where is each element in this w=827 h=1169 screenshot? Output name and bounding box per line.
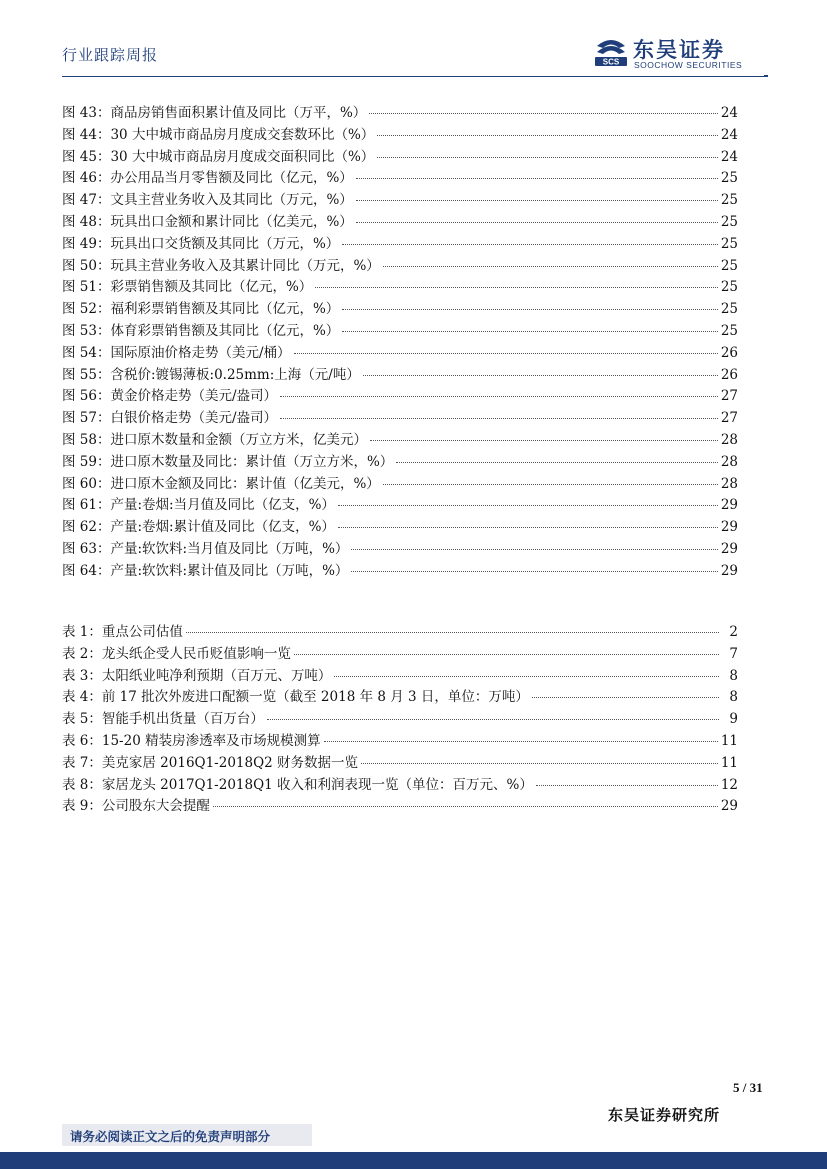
toc-entry-page: 25 [720,235,738,252]
toc-entry-page: 11 [720,754,738,771]
toc-entry-page: 9 [729,711,738,728]
toc-entry-label: 图 47：文具主营业务收入及其同比（万元，%） [62,192,353,209]
figure-list [62,101,738,581]
toc-entry-page: 25 [720,213,738,230]
toc-entry-label: 图 62：产量:卷烟:累计值及同比（亿支，%） [62,519,335,536]
logo-mark-text: SCS [602,57,620,67]
header-divider [62,76,764,77]
toc-entry-page: 26 [720,344,738,361]
toc-entry-page: 29 [720,540,738,557]
toc-entry[interactable] [62,275,738,297]
toc-leader-dots [351,557,717,572]
toc-leader-dots [324,727,718,742]
toc-entry[interactable] [62,297,738,319]
toc-leader-dots [351,535,717,550]
footer-band [0,1152,827,1169]
toc-leader-dots [363,361,718,376]
toc-entry[interactable] [62,341,738,363]
toc-entry-label: 表 8：家居龙头 2017Q1-2018Q1 收入和利润表现一览（单位：百万元、%） [62,776,533,793]
toc-leader-dots [383,252,718,267]
company-logo [593,36,763,74]
toc-entry-label: 图 59：进口原木数量及同比：累计值（万立方米，%） [62,453,394,470]
toc-leader-dots [356,186,718,201]
toc-entry-page: 29 [720,562,738,579]
toc-leader-dots [338,491,718,506]
toc-entry[interactable] [62,493,738,515]
toc-leader-dots [334,662,719,677]
toc-leader-dots [369,99,718,114]
toc-entry-label: 表 4：前 17 批次外废进口配额一览（截至 2018 年 8 月 3 日，单位：万吨） [62,689,529,706]
toc-leader-dots [342,295,718,310]
table-list [62,620,738,816]
toc-entry[interactable] [62,515,738,537]
toc-leader-dots [377,143,718,158]
toc-entry-page: 28 [720,453,738,470]
toc-entry[interactable] [62,751,738,773]
toc-entry[interactable] [62,537,738,559]
toc-entry[interactable] [62,642,738,664]
toc-leader-dots [186,618,719,633]
toc-leader-dots [280,382,718,397]
toc-entry[interactable] [62,166,738,188]
toc-entry[interactable] [62,254,738,276]
toc-entry-label: 图 45：30 大中城市商品房月度成交面积同比（%） [62,148,375,165]
toc-entry-label: 表 7：美克家居 2016Q1-2018Q2 财务数据一览 [62,754,359,771]
toc-entry[interactable] [62,210,738,232]
toc-entry-page: 25 [720,301,738,318]
toc-leader-dots [213,792,718,807]
toc-entry-label: 图 50：玩具主营业务收入及其累计同比（万元，%） [62,257,380,274]
toc-leader-dots [342,230,718,245]
toc-entry-page: 29 [720,798,738,815]
toc-entry-label: 图 46：办公用品当月零售额及同比（亿元，%） [62,170,353,187]
toc-entry[interactable] [62,188,738,210]
toc-entry-page: 2 [729,624,738,640]
toc-entry-page: 8 [729,689,738,706]
toc-entry[interactable] [62,232,738,254]
scs-logo-icon [593,36,629,70]
toc-entry-label: 图 54：国际原油价格走势（美元/桶） [62,344,291,361]
toc-entry-label: 图 61：产量:卷烟:当月值及同比（亿支，%） [62,497,335,514]
toc-entry[interactable] [62,773,738,795]
toc-leader-dots [532,683,719,698]
toc-entry[interactable] [62,472,738,494]
logo-english-name: SOOCHOW SECURITIES [634,60,743,70]
toc-entry[interactable] [62,101,738,123]
toc-entry[interactable] [62,685,738,707]
toc-entry-page: 25 [720,279,738,296]
toc-leader-dots [396,448,718,463]
toc-leader-dots [377,121,718,136]
toc-leader-dots [370,426,718,441]
toc-leader-dots [356,164,718,179]
toc-entry-label: 图 43：商品房销售面积累计值及同比（万平，%） [62,105,367,121]
report-type-title: 行业跟踪周报 [62,46,159,64]
toc-entry-page: 29 [720,497,738,514]
toc-entry[interactable] [62,428,738,450]
toc-entry[interactable] [62,450,738,472]
toc-entry-label: 图 48：玩具出口金额和累计同比（亿美元，%） [62,213,353,230]
toc-entry[interactable] [62,145,738,167]
toc-entry-page: 25 [720,322,738,339]
toc-entry-page: 27 [720,410,738,427]
toc-entry[interactable] [62,319,738,341]
toc-entry[interactable] [62,363,738,385]
header-divider-tick [764,75,768,77]
toc-entry-page: 29 [720,519,738,536]
toc-entry-label: 表 5：智能手机出货量（百万台） [62,711,264,728]
toc-leader-dots [342,317,718,332]
toc-leader-dots [361,749,718,764]
toc-entry-page: 27 [720,388,738,405]
toc-leader-dots [383,470,718,485]
page-number: 5 / 31 [733,1080,763,1095]
toc-entry-page: 8 [729,667,738,684]
toc-entry-label: 图 44：30 大中城市商品房月度成交套数环比（%） [62,126,375,143]
toc-entry-page: 11 [720,732,738,749]
toc-entry-label: 表 9：公司股东大会提醒 [62,798,210,815]
toc-entry[interactable] [62,794,738,816]
toc-entry-page: 28 [720,431,738,448]
toc-leader-dots [338,513,718,528]
toc-entry-label: 图 63：产量:软饮料:当月值及同比（万吨，%） [62,540,349,557]
toc-leader-dots [315,273,718,288]
toc-entry-page: 7 [729,645,738,662]
toc-entry[interactable] [62,406,738,428]
toc-entry[interactable] [62,123,738,145]
logo-chinese-name: 东吴证券 [633,38,725,62]
toc-entry-page: 28 [720,475,738,492]
institute-name: 东吴证券研究所 [608,1106,721,1124]
toc-entry-page: 25 [720,170,738,187]
toc-entry-page: 24 [720,105,738,121]
toc-entry-label: 图 57：白银价格走势（美元/盎司） [62,410,278,427]
toc-entry-label: 图 51：彩票销售额及其同比（亿元，%） [62,279,313,296]
toc-entry-label: 表 6：15-20 精装房渗透率及市场规模测算 [62,732,321,749]
toc-entry-label: 图 60：进口原木金额及同比：累计值（亿美元，%） [62,475,380,492]
toc-leader-dots [294,339,718,354]
toc-entry-page: 26 [720,366,738,383]
toc-leader-dots [280,404,718,419]
toc-entry[interactable] [62,620,738,642]
toc-entry-label: 表 3：太阳纸业吨净利预期（百万元、万吨） [62,667,332,684]
toc-entry[interactable] [62,384,738,406]
toc-entry[interactable] [62,729,738,751]
toc-entry-label: 图 64：产量:软饮料:累计值及同比（万吨，%） [62,562,349,579]
toc-entry[interactable] [62,664,738,686]
toc-entry-page: 25 [720,257,738,274]
toc-entry-label: 图 53：体育彩票销售额及其同比（亿元，%） [62,322,340,339]
toc-entry-page: 24 [720,148,738,165]
toc-entry-label: 图 56：黄金价格走势（美元/盎司） [62,388,278,405]
toc-entry-page: 25 [720,192,738,209]
toc-entry-label: 图 55：含税价:镀锡薄板:0.25mm:上海（元/吨） [62,366,360,383]
toc-entry[interactable] [62,559,738,581]
toc-leader-dots [356,208,718,223]
toc-entry-label: 表 2：龙头纸企受人民币贬值影响一览 [62,645,291,662]
toc-entry-page: 24 [720,126,738,143]
toc-entry-label: 图 58：进口原木数量和金额（万立方米，亿美元） [62,431,367,448]
toc-entry-label: 图 49：玩具出口交货额及其同比（万元，%） [62,235,340,252]
toc-entry-label: 表 1：重点公司估值 [62,624,183,640]
toc-entry-label: 图 52：福利彩票销售额及其同比（亿元，%） [62,301,340,318]
toc-leader-dots [267,705,719,720]
toc-leader-dots [536,771,718,786]
toc-entry[interactable] [62,707,738,729]
toc-entry-page: 12 [720,776,738,793]
disclaimer-notice: 请务必阅读正文之后的免责声明部分 [70,1129,271,1144]
toc-leader-dots [294,640,719,655]
